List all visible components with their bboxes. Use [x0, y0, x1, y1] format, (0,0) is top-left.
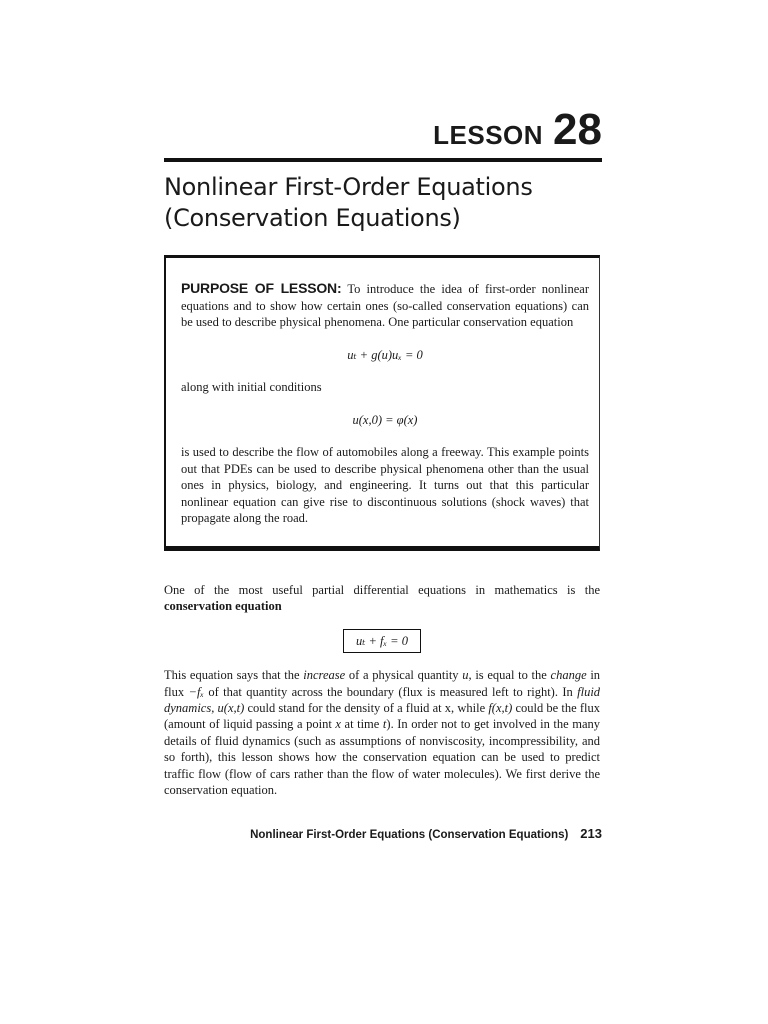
- page-number: 213: [580, 826, 602, 841]
- title-line-2: (Conservation Equations): [164, 204, 461, 232]
- purpose-equation-1: uₜ + g(u)uₓ = 0: [347, 347, 423, 362]
- p2-increase: increase: [303, 668, 346, 683]
- lesson-number: 28: [553, 105, 602, 154]
- paragraph-1: [164, 582, 600, 615]
- conservation-equation-term: conservation equation: [164, 599, 282, 614]
- purpose-label: PURPOSE OF LESSON:: [181, 280, 342, 296]
- p2-e: of that quantity across the boundary (flux is measured left to right). In: [208, 684, 573, 699]
- p2-u: u,: [462, 668, 472, 683]
- purpose-intro-paragraph: [181, 280, 589, 331]
- p2-i: ). In order not to get involved in the many details of fluid dynamics (such as assumptions of nonviscosity, incompressibility, and so forth), this lesson shows how the conservation equation can be used to predict traffic flow (flow of cars rather than the flow of water molecules). We first derive the conservation equation.: [164, 717, 601, 798]
- lesson-word: LESSON: [433, 120, 544, 150]
- purpose-content: [181, 280, 589, 527]
- p2-uxt: u(x,t): [217, 701, 245, 716]
- p2-change: change: [550, 668, 587, 683]
- p2-d: in flux: [164, 668, 601, 699]
- lesson-header: [433, 105, 602, 154]
- purpose-equation-2: u(x,0) = φ(x): [352, 412, 418, 427]
- title-line-1: Nonlinear First-Order Equations: [164, 173, 533, 201]
- purpose-box: [164, 255, 600, 551]
- p1-text: One of the most useful partial differential equations in mathematics is the: [164, 583, 600, 597]
- page-title: [164, 172, 604, 234]
- p2-fxt: f(x,t): [488, 701, 513, 716]
- p2-a: This equation says that the: [164, 668, 300, 683]
- running-title: Nonlinear First-Order Equations (Conservation Equations): [250, 829, 569, 841]
- body-text: [164, 582, 600, 798]
- p2-h: at time: [344, 717, 380, 732]
- purpose-intro: To introduce the idea of first-order nonlinear equations and to show how certain ones (so-called conservation equations) can be used to describe physical phenomena. One particular conservation equation: [181, 282, 589, 329]
- p2-fluid: fluid dynamics,: [164, 684, 601, 716]
- purpose-closing: is used to describe the flow of automobiles along a freeway. This example points out that PDEs can be used to describe physical phenomena other than the usual ones in physics, biology, and engineering. It turns out that this particular nonlinear equation can give rise to discontinuous solutions (shock waves) that propagate along the road.: [181, 445, 589, 525]
- purpose-middle: along with initial conditions: [181, 380, 322, 394]
- header-rule: [164, 158, 602, 162]
- p2-c: is equal to the: [475, 668, 547, 683]
- boxed-equation: uₜ + fₓ = 0: [343, 629, 421, 653]
- p2-f: could stand for the density of a fluid at x, while: [247, 701, 486, 716]
- p2-x: x: [335, 717, 341, 732]
- boxed-equation-wrap: [164, 629, 600, 653]
- p2-t: t: [382, 717, 387, 732]
- paragraph-2: [164, 667, 600, 798]
- p2-g: could be the flux (amount of liquid passing a point: [164, 701, 600, 732]
- p2-b: of a physical quantity: [348, 668, 459, 683]
- p2-flux: −fₓ: [188, 684, 204, 699]
- page-footer: [246, 826, 602, 841]
